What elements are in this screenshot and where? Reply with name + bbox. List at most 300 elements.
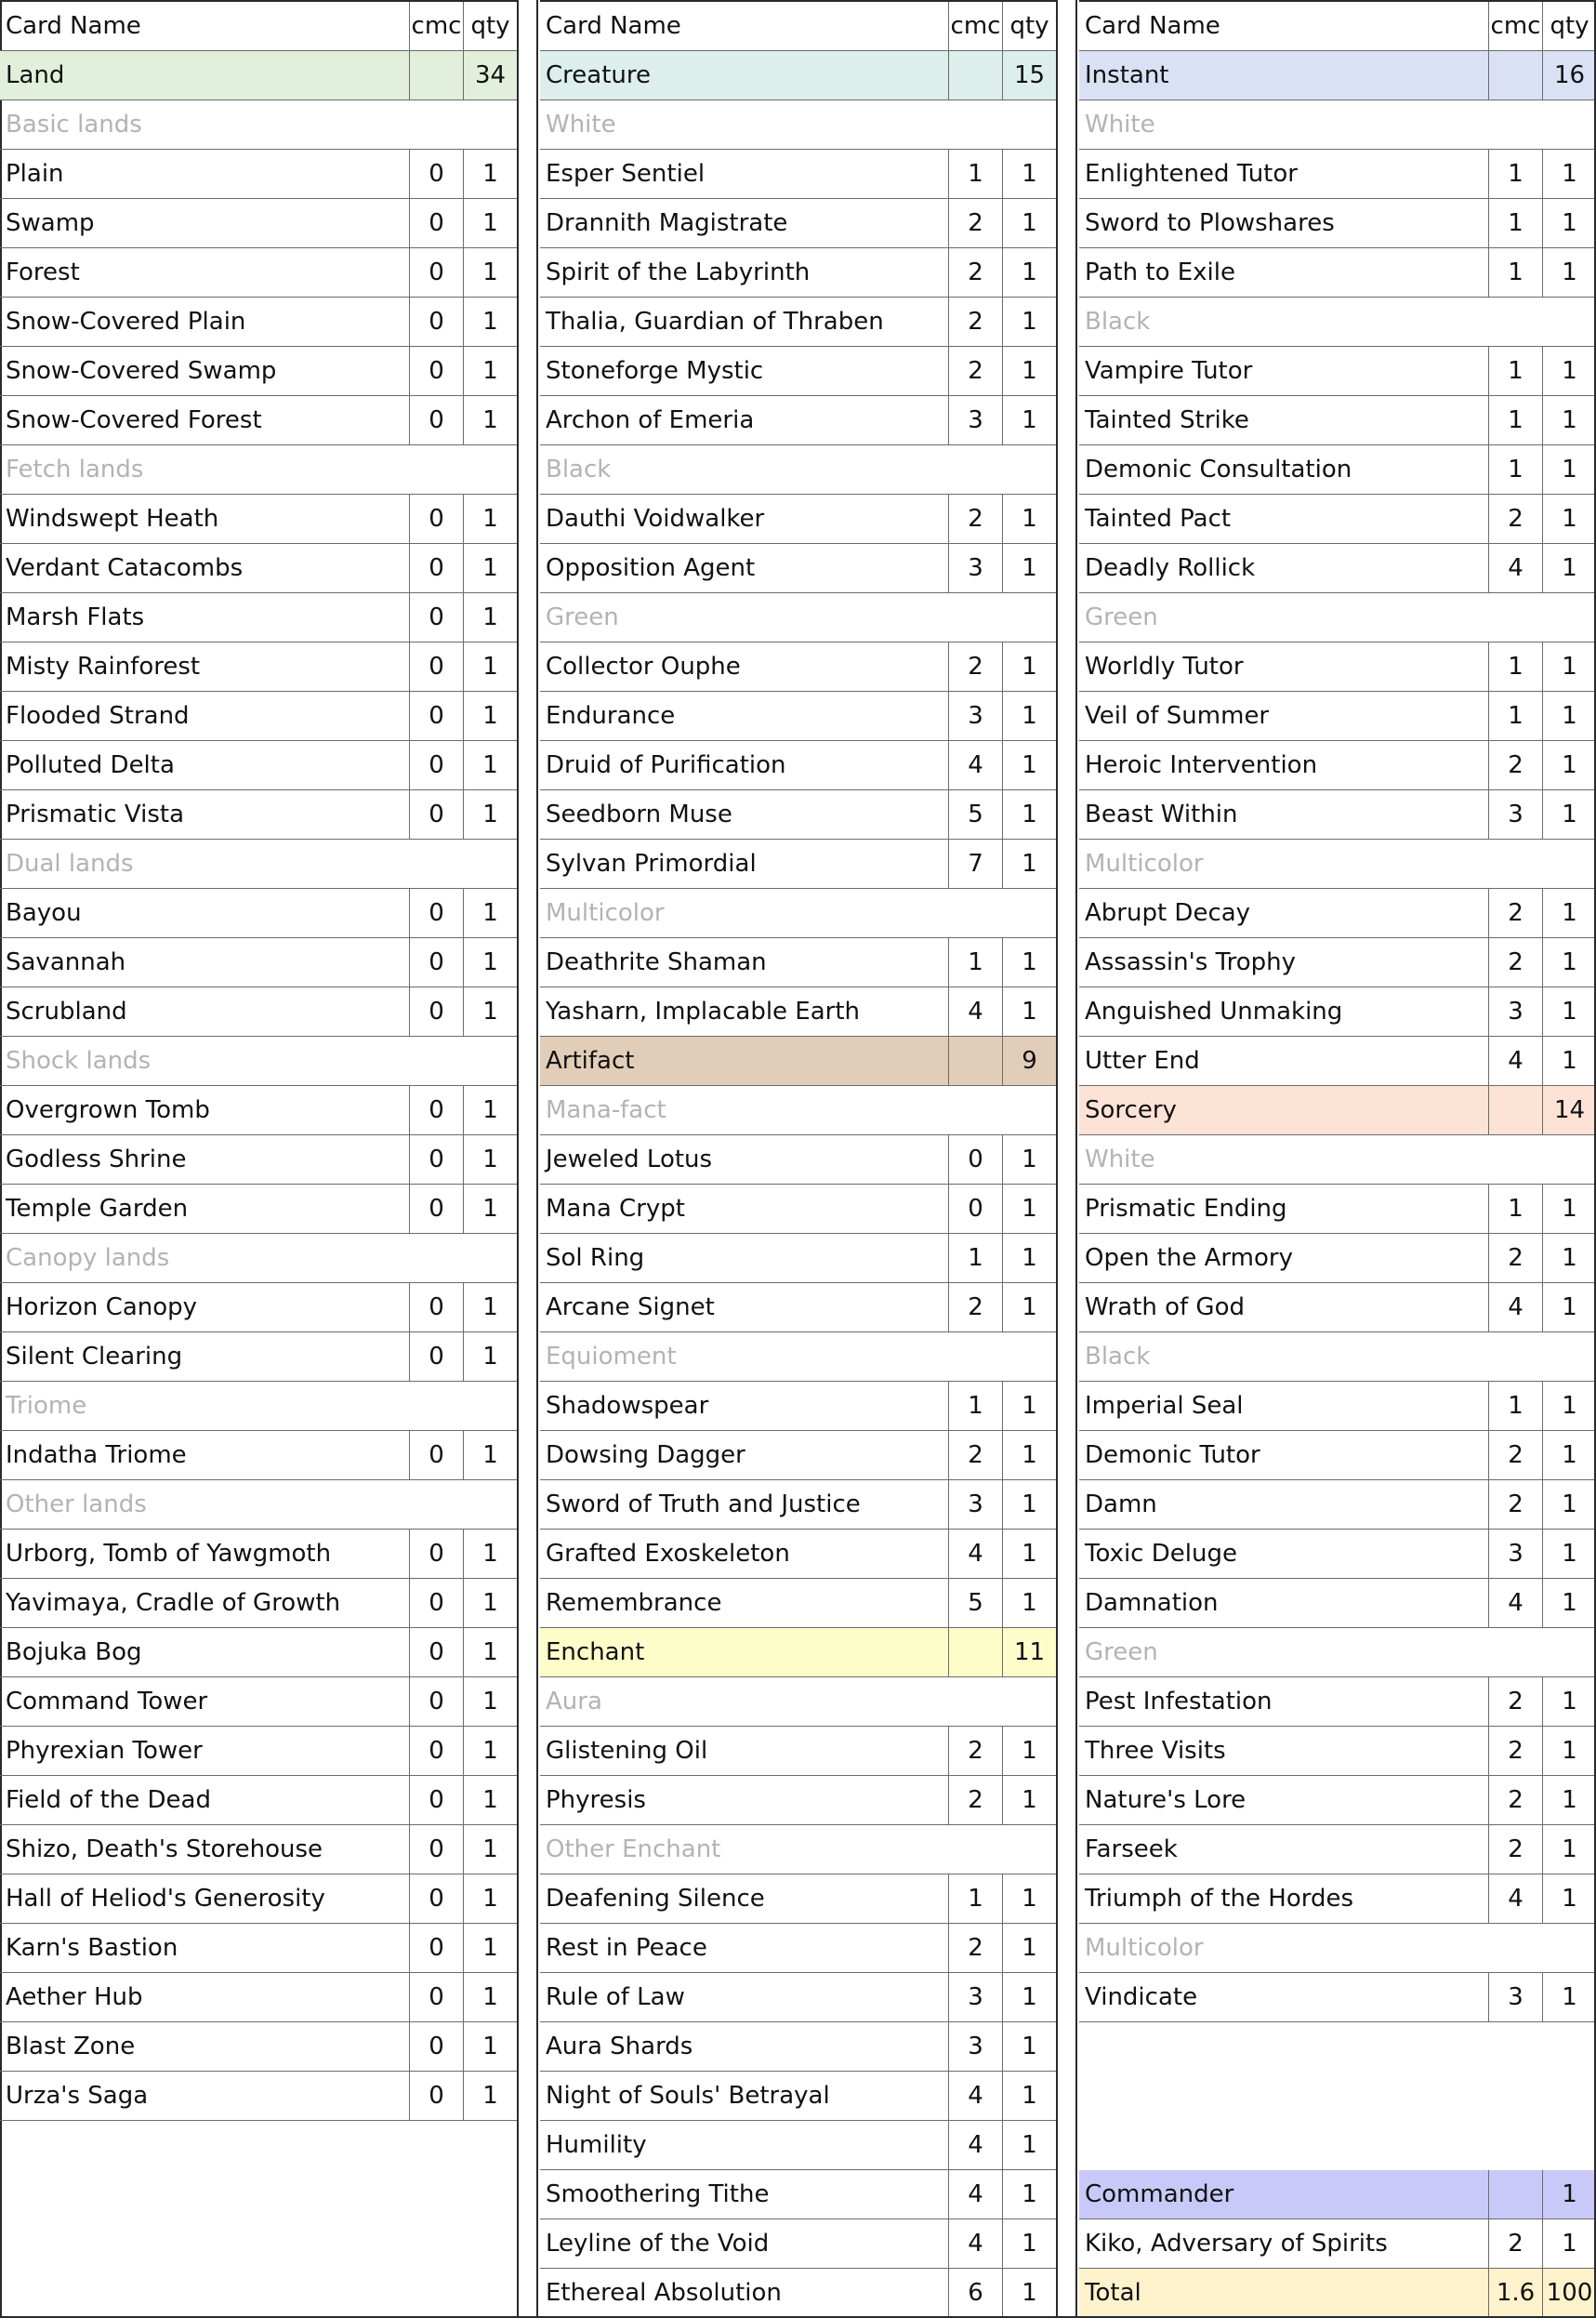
card-row <box>540 692 1056 741</box>
card-row <box>1079 1431 1596 1480</box>
card-row <box>540 2022 1056 2072</box>
qty-cell: 1 <box>1002 2269 1056 2317</box>
category-row <box>540 1037 1056 1086</box>
cmc-cell: 1 <box>1488 642 1542 691</box>
card-name-cell: Utter End <box>1085 1047 1200 1075</box>
subgroup-row <box>540 1677 1056 1727</box>
qty-cell: 1 <box>1542 1234 1596 1282</box>
cmc-cell <box>1488 298 1542 346</box>
subgroup-row <box>0 1480 517 1530</box>
qty-cell: 1 <box>1002 2022 1056 2071</box>
qty-cell: 1 <box>1002 1480 1056 1529</box>
qty-cell <box>1542 593 1596 642</box>
card-name-cell: Night of Souls' Betrayal <box>546 2082 830 2110</box>
qty-header: qty <box>1002 2 1056 50</box>
cmc-cell: 0 <box>409 2022 463 2071</box>
subgroup-row <box>1079 298 1596 347</box>
card-name-cell: Jeweled Lotus <box>546 1146 713 1173</box>
cmc-cell: 2 <box>948 1776 1002 1824</box>
cmc-cell: 1 <box>1488 248 1542 297</box>
cmc-header: cmc <box>1488 2 1542 50</box>
cmc-cell: 0 <box>409 692 463 740</box>
subgroup-label: Multicolor <box>1085 1934 1204 1962</box>
cmc-cell: 0 <box>409 1825 463 1874</box>
card-name-cell: Imperial Seal <box>1085 1392 1244 1420</box>
category-name: Instant <box>1085 61 1169 89</box>
qty-cell: 1 <box>463 1727 517 1775</box>
card-name-cell: Anguished Unmaking <box>1085 998 1343 1026</box>
cmc-cell: 0 <box>409 1727 463 1775</box>
cmc-cell <box>409 1382 463 1430</box>
cmc-cell <box>1488 840 1542 888</box>
cmc-cell: 4 <box>948 987 1002 1036</box>
card-name-cell: Phyrexian Tower <box>6 1737 203 1765</box>
cmc-cell: 0 <box>409 1628 463 1676</box>
cmc-cell: 0 <box>409 741 463 789</box>
subgroup-row <box>0 100 517 150</box>
cmc-cell <box>1488 1628 1542 1676</box>
card-name-cell: Urza's Saga <box>6 2082 149 2110</box>
qty-cell: 1 <box>1002 1530 1056 1578</box>
card-row <box>540 1530 1056 1579</box>
card-row <box>0 396 517 445</box>
cmc-cell: 0 <box>409 1283 463 1331</box>
category-row <box>1079 2170 1596 2219</box>
qty-cell: 1 <box>1542 1283 1596 1331</box>
card-name-cell: Drannith Magistrate <box>546 209 788 237</box>
qty-cell <box>1542 2022 1596 2072</box>
cmc-cell: 0 <box>948 1135 1002 1184</box>
cmc-cell <box>948 1677 1002 1726</box>
card-row <box>0 1579 517 1628</box>
cmc-cell: 2 <box>948 199 1002 247</box>
cmc-cell: 0 <box>409 593 463 642</box>
cmc-cell: 0 <box>409 544 463 592</box>
cmc-cell <box>409 1037 463 1085</box>
card-name-cell: Deadly Rollick <box>1085 554 1256 582</box>
qty-cell: 1 <box>1542 1973 1596 2021</box>
cmc-cell: 2 <box>1488 1727 1542 1775</box>
card-row <box>540 1185 1056 1234</box>
qty-cell: 1 <box>463 987 517 1036</box>
category-row <box>0 51 517 100</box>
card-name-cell: Forest <box>6 258 80 286</box>
subgroup-row <box>0 1037 517 1086</box>
cmc-cell: 2 <box>1488 1677 1542 1726</box>
card-row <box>540 1382 1056 1431</box>
card-name-cell <box>1079 2022 1488 2072</box>
card-name-cell: Snow-Covered Plain <box>6 308 246 336</box>
card-row <box>0 199 517 248</box>
card-name-header: Card Name <box>6 12 141 40</box>
card-name-cell: Worldly Tutor <box>1085 653 1244 681</box>
category-name: Commander <box>1085 2180 1234 2208</box>
qty-cell: 1 <box>463 938 517 987</box>
qty-cell: 1 <box>463 1185 517 1233</box>
card-row <box>1079 199 1596 248</box>
card-name-cell: Remembrance <box>546 1589 722 1617</box>
qty-cell: 1 <box>1002 347 1056 395</box>
subgroup-row <box>540 1825 1056 1874</box>
qty-cell: 1 <box>1542 1579 1596 1627</box>
qty-cell: 1 <box>463 495 517 543</box>
card-row <box>0 741 517 790</box>
qty-cell: 1 <box>1542 1037 1596 1085</box>
cmc-cell: 2 <box>1488 1776 1542 1824</box>
qty-cell: 1 <box>1542 1185 1596 1233</box>
qty-cell: 1 <box>1002 1776 1056 1824</box>
qty-cell: 1 <box>1002 1874 1056 1923</box>
cmc-cell: 0 <box>948 1185 1002 1233</box>
card-name-cell: Bojuka Bog <box>6 1638 142 1666</box>
card-name-cell: Glistening Oil <box>546 1737 708 1765</box>
card-name-cell <box>1079 2121 1488 2170</box>
cmc-cell: 2 <box>1488 495 1542 543</box>
card-row <box>540 248 1056 298</box>
cmc-cell: 2 <box>948 1283 1002 1331</box>
cmc-cell: 3 <box>948 1973 1002 2021</box>
card-row <box>0 1874 517 1924</box>
cmc-cell <box>1488 1135 1542 1184</box>
qty-cell: 1 <box>1542 1382 1596 1430</box>
card-name-cell: Dowsing Dagger <box>546 1441 745 1469</box>
subgroup-label: Black <box>1085 1343 1151 1371</box>
qty-cell: 1 <box>1002 1727 1056 1775</box>
card-name-cell: Arcane Signet <box>546 1293 715 1321</box>
card-name-cell: Nature's Lore <box>1085 1786 1246 1814</box>
cmc-cell: 4 <box>948 2170 1002 2219</box>
cmc-cell: 0 <box>409 889 463 937</box>
cmc-cell: 3 <box>948 2022 1002 2071</box>
cmc-cell: 0 <box>409 199 463 247</box>
subgroup-row <box>1079 1332 1596 1382</box>
card-name-cell: Flooded Strand <box>6 702 190 730</box>
qty-cell <box>1542 1135 1596 1184</box>
card-row <box>1079 1382 1596 1431</box>
card-name-cell: Windswept Heath <box>6 505 219 533</box>
header-row <box>1079 0 1596 51</box>
card-row <box>540 1874 1056 1924</box>
cmc-cell: 2 <box>1488 938 1542 987</box>
qty-cell: 1 <box>1002 2072 1056 2120</box>
card-row <box>0 1283 517 1332</box>
qty-cell: 1 <box>1002 1185 1056 1233</box>
card-name-cell <box>1079 2072 1488 2121</box>
qty-cell <box>1542 1924 1596 1972</box>
card-name-cell: Marsh Flats <box>6 603 145 631</box>
card-row <box>540 1579 1056 1628</box>
card-name-cell: Prismatic Ending <box>1085 1195 1287 1223</box>
subgroup-label: Other Enchant <box>546 1835 721 1863</box>
card-name-header: Card Name <box>546 12 681 40</box>
card-row <box>0 1825 517 1874</box>
category-name: Land <box>6 61 65 89</box>
cmc-cell: 1 <box>948 1382 1002 1430</box>
cmc-cell <box>948 1086 1002 1134</box>
card-name-cell: Rest in Peace <box>546 1934 707 1962</box>
qty-cell: 1 <box>1542 1727 1596 1775</box>
qty-header: qty <box>463 2 517 50</box>
card-name-cell: Veil of Summer <box>1085 702 1270 730</box>
card-row <box>540 2170 1056 2219</box>
card-name-cell: Wrath of God <box>1085 1293 1245 1321</box>
card-name-cell: Humility <box>546 2131 647 2159</box>
subgroup-row <box>1079 1135 1596 1185</box>
qty-cell: 1 <box>463 199 517 247</box>
card-row <box>1079 790 1596 840</box>
cmc-cell: 0 <box>409 938 463 987</box>
cmc-cell: 4 <box>948 2121 1002 2169</box>
cmc-cell: 4 <box>948 741 1002 789</box>
qty-cell: 1 <box>1542 692 1596 740</box>
qty-cell <box>463 100 517 149</box>
card-row <box>540 298 1056 347</box>
cmc-cell: 0 <box>409 1677 463 1726</box>
card-row <box>0 495 517 544</box>
cmc-cell: 0 <box>409 1185 463 1233</box>
cmc-cell <box>1488 100 1542 149</box>
subgroup-label: White <box>1085 111 1155 139</box>
card-row <box>540 1727 1056 1776</box>
subgroup-label: Dual lands <box>6 850 134 878</box>
card-row <box>0 1628 517 1677</box>
qty-cell: 1 <box>1542 150 1596 198</box>
cmc-cell: 2 <box>948 347 1002 395</box>
card-name-cell: Triumph of the Hordes <box>1085 1885 1354 1913</box>
card-row <box>0 2072 517 2121</box>
card-row <box>0 1776 517 1825</box>
cmc-cell: 3 <box>1488 987 1542 1036</box>
cmc-cell: 2 <box>1488 741 1542 789</box>
subgroup-row <box>540 593 1056 642</box>
card-name-cell: Rule of Law <box>546 1983 685 2011</box>
column-2 <box>540 0 1056 2318</box>
cmc-cell: 0 <box>409 347 463 395</box>
card-name-cell: Tainted Strike <box>1085 406 1249 434</box>
subgroup-label: Aura <box>546 1688 602 1715</box>
qty-cell: 1 <box>1002 298 1056 346</box>
qty-cell <box>1542 1628 1596 1676</box>
card-name-cell: Polluted Delta <box>6 751 175 779</box>
total-label: Total <box>1085 2279 1141 2307</box>
subgroup-label: Canopy lands <box>6 1244 170 1272</box>
qty-cell: 1 <box>463 298 517 346</box>
card-name-cell: Sol Ring <box>546 1244 645 1272</box>
card-name-cell: Esper Sentiel <box>546 160 706 188</box>
qty-cell: 1 <box>463 347 517 395</box>
cmc-cell: 0 <box>409 396 463 444</box>
card-row <box>540 1973 1056 2022</box>
cmc-cell: 0 <box>409 1332 463 1381</box>
card-row <box>540 790 1056 840</box>
cmc-cell: 2 <box>948 1924 1002 1972</box>
cmc-cell: 1 <box>948 1234 1002 1282</box>
qty-cell: 1 <box>463 790 517 839</box>
cmc-cell <box>948 1037 1002 1085</box>
qty-cell <box>1542 2121 1596 2170</box>
cmc-cell: 2 <box>948 298 1002 346</box>
qty-cell: 1 <box>1002 1973 1056 2021</box>
subgroup-row <box>1079 1924 1596 1973</box>
subgroup-label: Multicolor <box>1085 850 1204 878</box>
card-name-cell: Field of the Dead <box>6 1786 211 1814</box>
card-row <box>0 642 517 692</box>
card-row <box>0 889 517 938</box>
qty-cell: 1 <box>1542 396 1596 444</box>
subgroup-label: Fetch lands <box>6 456 144 483</box>
qty-cell <box>1002 445 1056 494</box>
cmc-cell <box>409 100 463 149</box>
qty-cell: 1 <box>1542 889 1596 937</box>
card-name-cell: Thalia, Guardian of Thraben <box>546 308 884 336</box>
cmc-cell <box>1488 51 1542 99</box>
card-row <box>1079 1973 1596 2022</box>
cmc-cell <box>948 1332 1002 1381</box>
card-name-cell: Mana Crypt <box>546 1195 685 1223</box>
qty-cell: 1 <box>463 741 517 789</box>
subgroup-label: Other lands <box>6 1490 147 1518</box>
card-row <box>0 248 517 298</box>
cmc-cell: 2 <box>948 248 1002 297</box>
subgroup-label: Equioment <box>546 1343 677 1371</box>
qty-cell: 1 <box>1542 642 1596 691</box>
qty-cell: 1 <box>1002 1924 1056 1972</box>
cmc-cell: 0 <box>409 1086 463 1134</box>
card-name-cell: Damnation <box>1085 1589 1219 1617</box>
qty-cell: 14 <box>1542 1086 1596 1134</box>
qty-cell: 1 <box>1002 544 1056 592</box>
card-row <box>540 2121 1056 2170</box>
qty-cell <box>463 1037 517 1085</box>
qty-cell: 1 <box>1002 1283 1056 1331</box>
cmc-cell: 4 <box>948 2219 1002 2268</box>
card-name-cell: Horizon Canopy <box>6 1293 198 1321</box>
card-row <box>0 692 517 741</box>
qty-cell: 1 <box>1002 987 1056 1036</box>
qty-cell <box>463 1480 517 1529</box>
card-name-cell: Godless Shrine <box>6 1146 187 1173</box>
qty-cell: 1 <box>463 2022 517 2071</box>
subgroup-label: Shock lands <box>6 1047 152 1075</box>
card-row <box>1079 347 1596 396</box>
card-name-cell: Snow-Covered Swamp <box>6 357 277 385</box>
cmc-cell <box>948 51 1002 99</box>
cmc-cell <box>409 51 463 99</box>
card-name-cell: Snow-Covered Forest <box>6 406 262 434</box>
qty-cell: 1 <box>1002 1135 1056 1184</box>
cmc-cell: 4 <box>948 2072 1002 2120</box>
card-name-cell: Spirit of the Labyrinth <box>546 258 811 286</box>
qty-cell: 1 <box>1542 1677 1596 1726</box>
cmc-cell: 1 <box>1488 150 1542 198</box>
subgroup-row <box>540 1332 1056 1382</box>
qty-cell: 1 <box>1002 199 1056 247</box>
card-name-cell: Aether Hub <box>6 1983 143 2011</box>
qty-cell: 1 <box>1002 790 1056 839</box>
qty-cell: 1 <box>463 1579 517 1627</box>
card-row <box>0 2022 517 2072</box>
card-name-cell: Shizo, Death's Storehouse <box>6 1835 323 1863</box>
cmc-cell: 4 <box>1488 544 1542 592</box>
card-row <box>540 2269 1056 2318</box>
qty-cell <box>1002 1677 1056 1726</box>
card-row <box>1079 938 1596 987</box>
card-row <box>1079 1283 1596 1332</box>
cmc-cell: 0 <box>409 248 463 297</box>
qty-cell: 1 <box>463 1431 517 1479</box>
cmc-cell: 0 <box>409 150 463 198</box>
cmc-cell <box>1488 593 1542 642</box>
qty-cell <box>1542 840 1596 888</box>
subgroup-label: Multicolor <box>546 899 665 927</box>
card-name-cell: Opposition Agent <box>546 554 756 582</box>
subgroup-row <box>1079 593 1596 642</box>
cmc-cell: 0 <box>409 2072 463 2120</box>
cmc-cell: 2 <box>1488 889 1542 937</box>
cmc-cell: 0 <box>409 987 463 1036</box>
subgroup-label: White <box>1085 1146 1155 1173</box>
card-row <box>1079 1727 1596 1776</box>
card-name-cell: Assassin's Trophy <box>1085 948 1297 976</box>
card-name-cell: Druid of Purification <box>546 751 786 779</box>
qty-cell: 1 <box>1542 495 1596 543</box>
qty-cell: 1 <box>1002 1234 1056 1282</box>
qty-cell: 1 <box>463 593 517 642</box>
card-row <box>1079 987 1596 1037</box>
cmc-cell <box>409 1234 463 1282</box>
cmc-cell <box>948 445 1002 494</box>
card-row <box>0 1530 517 1579</box>
cmc-cell: 2 <box>1488 1431 1542 1479</box>
card-row <box>0 1135 517 1185</box>
empty-row <box>1079 2022 1596 2072</box>
card-row <box>540 1924 1056 1973</box>
card-name-cell: Stoneforge Mystic <box>546 357 764 385</box>
category-name: Sorcery <box>1085 1096 1177 1124</box>
cmc-cell: 1 <box>1488 199 1542 247</box>
card-name-cell: Damn <box>1085 1490 1157 1518</box>
card-name-cell: Kiko, Adversary of Spirits <box>1085 2230 1388 2258</box>
card-row <box>1079 150 1596 199</box>
card-name-cell: Endurance <box>546 702 676 730</box>
card-name-cell: Ethereal Absolution <box>546 2279 782 2307</box>
cmc-cell: 2 <box>948 495 1002 543</box>
card-name-cell: Demonic Tutor <box>1085 1441 1260 1469</box>
card-name-header: Card Name <box>1085 12 1220 40</box>
cmc-cell: 0 <box>409 1530 463 1578</box>
card-name-cell: Pest Infestation <box>1085 1688 1273 1715</box>
qty-cell: 1 <box>463 889 517 937</box>
qty-cell: 1 <box>1542 987 1596 1036</box>
qty-cell: 1 <box>1542 347 1596 395</box>
subgroup-label: Black <box>1085 308 1151 336</box>
cmc-cell: 2 <box>948 1727 1002 1775</box>
card-row <box>540 1431 1056 1480</box>
header-row <box>540 0 1056 51</box>
qty-cell: 100 <box>1542 2269 1596 2316</box>
card-row <box>0 1185 517 1234</box>
cmc-cell: 4 <box>1488 1037 1542 1085</box>
cmc-cell: 1 <box>1488 692 1542 740</box>
qty-cell: 1 <box>1542 1530 1596 1578</box>
qty-cell: 1 <box>1002 150 1056 198</box>
qty-cell <box>1002 593 1056 642</box>
cmc-cell: 5 <box>948 790 1002 839</box>
cmc-cell: 6 <box>948 2269 1002 2317</box>
qty-cell <box>463 840 517 888</box>
cmc-cell: 2 <box>948 642 1002 691</box>
card-name-cell: Grafted Exoskeleton <box>546 1540 790 1568</box>
